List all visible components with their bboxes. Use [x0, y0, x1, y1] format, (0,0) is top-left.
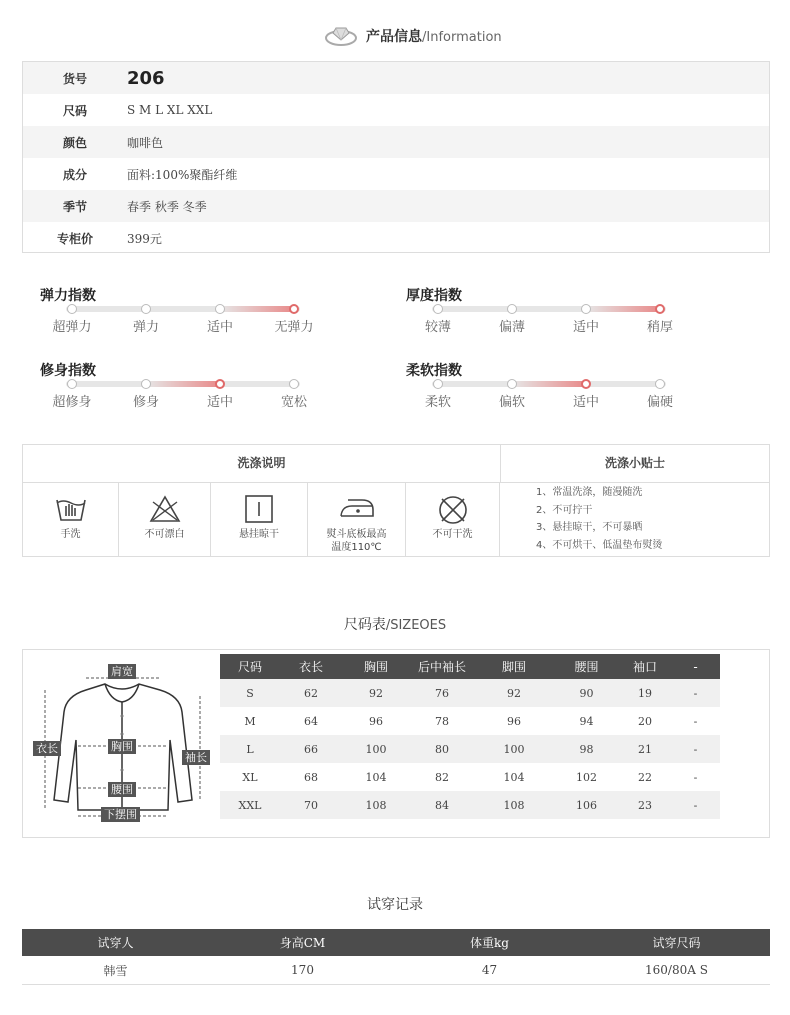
size-cell: -: [693, 686, 698, 700]
size-header-cell: 衣长: [298, 660, 323, 674]
page-title: 产品信息: [366, 29, 422, 45]
size-row: [220, 707, 720, 735]
index-title: 厚度指数: [406, 288, 462, 304]
index-label: 修身: [132, 395, 159, 410]
info-key: 季节: [62, 199, 87, 214]
size-cell: -: [693, 798, 698, 812]
iron-icon: [338, 494, 376, 522]
index-dot: [433, 304, 443, 314]
info-key: 颜色: [62, 135, 87, 150]
size-cell: 20: [638, 714, 652, 728]
index-dot: [655, 379, 665, 389]
tag-sleeve: 袖长: [182, 750, 210, 765]
size-row: [220, 763, 720, 791]
size-cell: 106: [576, 798, 597, 812]
trial-title: 试穿记录: [367, 897, 423, 913]
ring-icon: [322, 22, 360, 51]
wash-tip: 1、常温洗涤，随漫随洗: [536, 487, 643, 498]
size-cell: 92: [369, 686, 383, 700]
info-value: 399元: [127, 231, 162, 246]
size-cell: 76: [435, 686, 449, 700]
size-cell: XL: [242, 770, 258, 784]
index-label: 偏薄: [498, 320, 525, 335]
index-label: 适中: [206, 320, 233, 335]
info-row: [23, 222, 769, 254]
info-row: [23, 94, 769, 126]
size-cell: L: [246, 742, 254, 756]
wash-label: 手洗: [60, 529, 81, 540]
index-fill: [512, 381, 586, 387]
index-dot: [433, 379, 443, 389]
size-cell: 64: [304, 714, 318, 728]
trial-cell: 韩雪: [103, 963, 128, 978]
index-label: 较薄: [424, 320, 451, 335]
size-cell: 84: [435, 798, 449, 812]
trial-header-cell: 身高CM: [279, 936, 326, 950]
size-header-cell: 后中袖长: [417, 660, 466, 674]
size-header-cell: 腰围: [574, 660, 599, 674]
info-key: 尺码: [62, 103, 87, 118]
index-dot: [581, 379, 591, 389]
wash-item: [406, 482, 500, 557]
index-label: 偏硬: [646, 395, 673, 410]
size-cell: 82: [435, 770, 449, 784]
index-label: 稍厚: [646, 320, 673, 335]
wash-label: 熨斗底板最高 温度110℃: [326, 529, 387, 553]
size-header-cell: 脚围: [501, 660, 526, 674]
trial-cell: 160/80A S: [645, 963, 708, 977]
wash-item: [211, 482, 308, 557]
info-row: [23, 62, 769, 94]
index-dot: [215, 304, 225, 314]
index-title: 柔软指数: [406, 363, 462, 379]
size-table: [220, 654, 720, 819]
size-cell: 96: [507, 714, 521, 728]
index-dot: [141, 304, 151, 314]
index-dot: [289, 379, 299, 389]
size-cell: 104: [365, 770, 387, 784]
wash-tips-list: [536, 484, 662, 554]
index-label: 超修身: [52, 395, 92, 410]
size-header-cell: -: [693, 659, 698, 674]
trial-header-cell: 体重kg: [470, 936, 509, 950]
size-cell: 100: [365, 742, 387, 756]
index-track: [66, 381, 300, 387]
info-key: 货号: [62, 71, 87, 86]
trial-header-row: [22, 929, 770, 956]
index-dot: [67, 379, 77, 389]
size-header-cell: 尺码: [237, 660, 262, 674]
size-cell: 62: [304, 686, 318, 700]
size-cell: 94: [579, 714, 594, 728]
index-track: [432, 306, 666, 312]
info-value: S M L XL XXL: [127, 103, 213, 117]
wash-item: [308, 482, 406, 557]
trial-cell: 47: [481, 963, 498, 977]
size-cell: M: [244, 714, 256, 728]
wash-tip: 2、不可拧干: [536, 504, 593, 516]
index-label: 宽松: [280, 395, 307, 410]
index-title: 修身指数: [40, 363, 96, 379]
size-cell: 98: [579, 742, 594, 756]
size-cell: 78: [435, 714, 449, 728]
size-cell: 108: [503, 798, 525, 812]
tag-hem: 下摆围: [101, 807, 140, 822]
info-key: 成分: [62, 167, 87, 182]
wash-label: 不可干洗: [432, 529, 473, 540]
size-cell: 21: [638, 742, 652, 756]
index-label: 偏软: [498, 395, 525, 410]
size-cell: S: [246, 686, 254, 700]
trial-row: [22, 956, 770, 985]
size-cell: 80: [435, 742, 449, 756]
info-row: [23, 158, 769, 190]
tag-shoulder: 肩宽: [108, 664, 136, 679]
index-title: 弹力指数: [40, 288, 96, 304]
index-dot: [289, 304, 299, 314]
size-cell: 22: [638, 770, 652, 784]
size-cell: XXL: [238, 798, 262, 812]
index-label: 无弹力: [274, 320, 314, 335]
size-cell: 100: [503, 742, 525, 756]
index-dot: [581, 304, 591, 314]
wash-item: [119, 482, 211, 557]
index-dot: [507, 304, 517, 314]
index-dot: [655, 304, 665, 314]
size-cell: 19: [638, 686, 652, 700]
size-header-cell: 胸围: [363, 660, 388, 674]
garment-diagram: [30, 660, 220, 830]
size-cell: 23: [638, 798, 652, 812]
size-cell: 104: [503, 770, 525, 784]
wash-tip: 4、不可烘干、低温垫布熨烫: [536, 539, 663, 551]
trial-header-cell: 试穿尺码: [652, 936, 701, 950]
index-fill: [146, 381, 220, 387]
index-dot: [507, 379, 517, 389]
info-key: 专柜价: [56, 231, 93, 246]
page-subtitle: /Information: [422, 30, 502, 45]
tag-waist: 腰围: [108, 782, 136, 797]
wash-tips-title: 洗涤小贴士: [500, 445, 770, 483]
index-label: 超弹力: [52, 320, 92, 335]
index-dot: [215, 379, 225, 389]
info-value: 面料:100%聚酯纤维: [127, 167, 238, 182]
section-header-info: [0, 20, 790, 50]
index-label: 适中: [572, 395, 599, 410]
size-section-header: [0, 614, 790, 634]
index-label: 适中: [206, 395, 233, 410]
size-cell: 68: [304, 770, 318, 784]
size-cell: -: [693, 770, 698, 784]
index-track: [432, 381, 666, 387]
wash-tip: 3、悬挂晾干，不可暴晒: [536, 522, 643, 533]
line-dry-icon: [244, 494, 274, 524]
no-dry-clean-icon: [437, 494, 469, 526]
index-track: [66, 306, 300, 312]
trial-header-cell: 试穿人: [97, 936, 134, 950]
size-cell: -: [693, 742, 698, 756]
size-row: [220, 679, 720, 707]
no-bleach-icon: [148, 494, 182, 524]
size-cell: 90: [579, 686, 594, 700]
size-cell: 70: [304, 798, 318, 812]
info-value: 春季 秋季 冬季: [127, 199, 207, 214]
size-row: [220, 791, 720, 819]
size-cell: 96: [369, 714, 383, 728]
wash-label: 悬挂晾干: [239, 529, 279, 540]
index-dot: [67, 304, 77, 314]
tag-chest: 胸围: [108, 739, 136, 754]
info-row: [23, 126, 769, 158]
product-info-table: [22, 61, 770, 253]
size-cell: 108: [365, 798, 387, 812]
index-fill: [220, 306, 294, 312]
size-cell: 66: [304, 742, 318, 756]
trial-cell: 170: [291, 963, 314, 977]
wash-label: 不可漂白: [144, 529, 185, 540]
index-label: 适中: [572, 320, 599, 335]
index-label: 柔软: [424, 395, 451, 410]
size-title: 尺码表: [343, 617, 386, 633]
hand-wash-icon: [55, 494, 87, 524]
wash-table: [22, 444, 770, 557]
info-row: [23, 190, 769, 222]
index-fill: [586, 306, 660, 312]
size-row: [220, 735, 720, 763]
size-subtitle: /SIZEOES: [385, 618, 447, 633]
size-header-cell: 袖口: [632, 660, 657, 674]
info-value: 206: [127, 67, 165, 89]
size-cell: 102: [576, 770, 597, 784]
index-label: 弹力: [132, 320, 159, 335]
size-cell: 92: [507, 686, 521, 700]
index-dot: [141, 379, 151, 389]
size-header-row: [220, 654, 720, 679]
size-cell: -: [693, 714, 698, 728]
wash-title: 洗涤说明: [23, 445, 501, 483]
wash-item: [23, 482, 119, 557]
info-value: 咖啡色: [127, 135, 164, 150]
tag-length: 衣长: [33, 741, 61, 756]
